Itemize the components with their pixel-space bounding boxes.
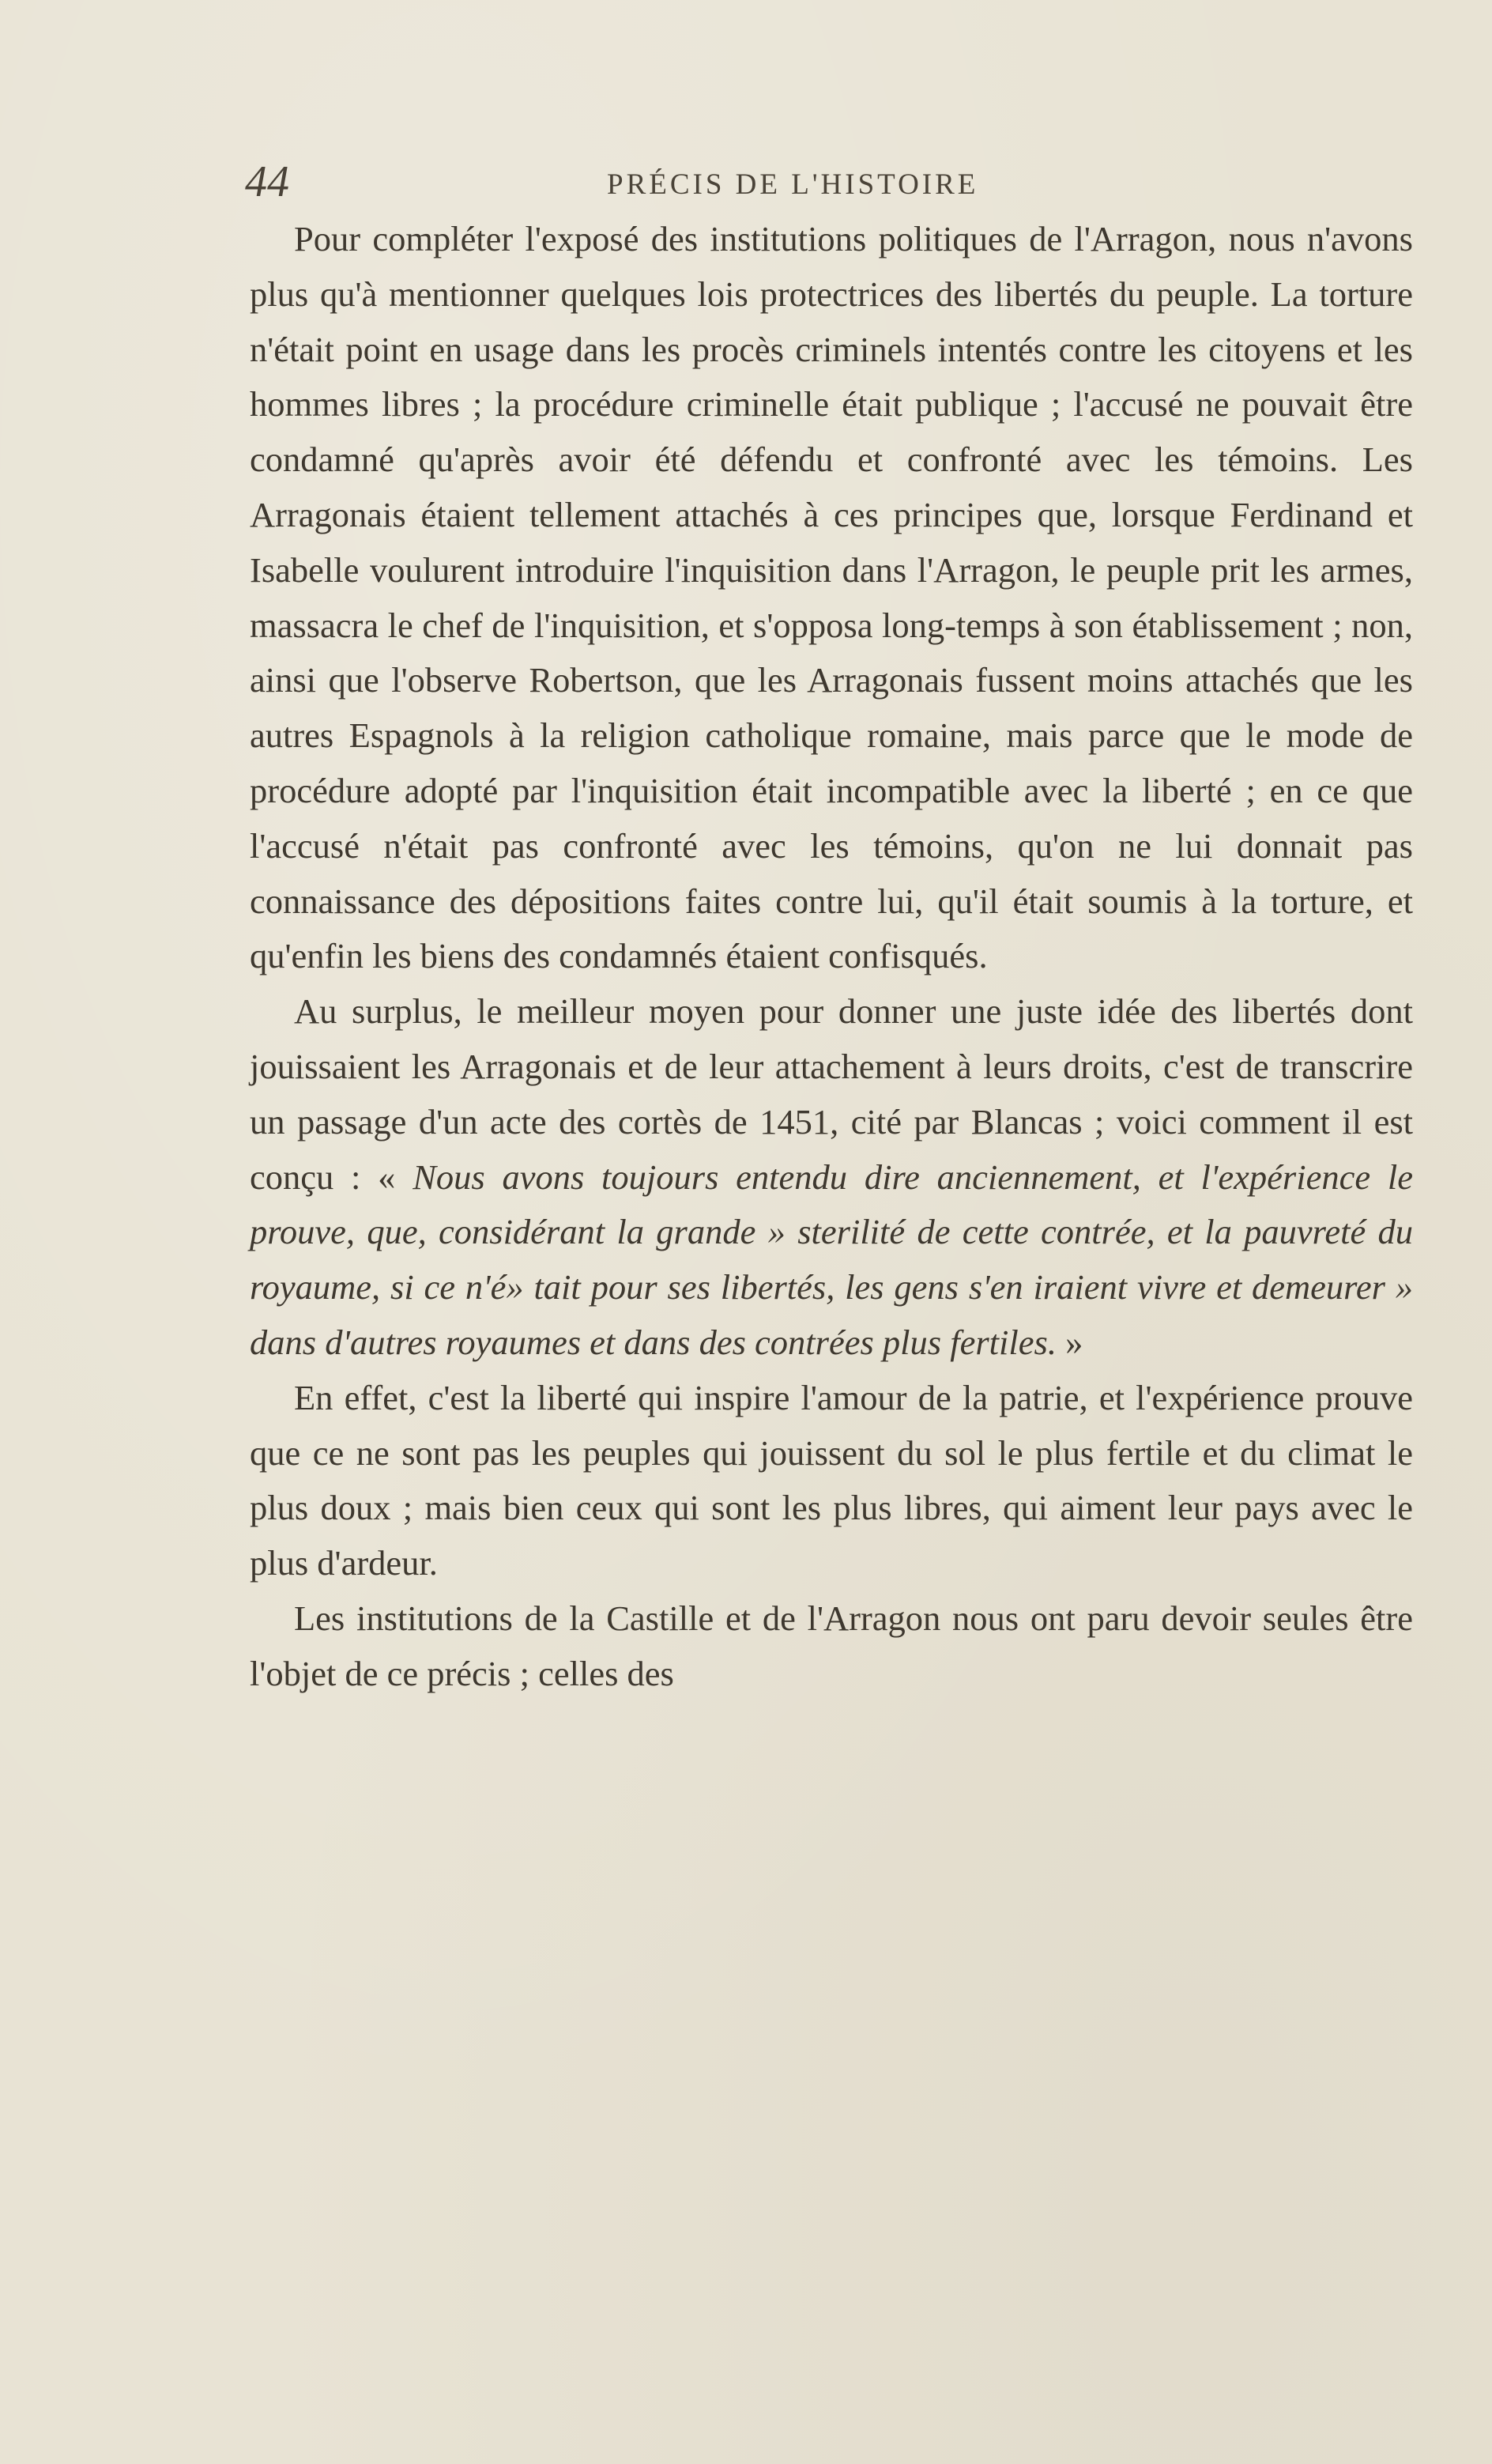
page-header [245,157,1415,212]
paragraph-liberty: En effet, c'est la liberté qui inspire l'amour de la patrie, et l'expérience prouve que ce ne sont pas les peuples qui jouissent du sol le plus fertile et du climat le plus doux ; mais bien ceux qui sont les plus libres, qui aiment leur pays avec le plus d'ardeur. [250,1377,1413,1583]
paragraph-cortes-quote [250,984,1413,1371]
quote-text: Nous avons toujours entendu dire anciennement, et l'expérience le prouve, que, considérant la grande » sterilité de cette contrée, et la pauvreté du royaume, si ce n'é» tait pour ses libertés, les gens s'en iraient vivre et demeurer » dans d'autres royaumes et dans des contrées plus fertiles. [250,1157,1413,1362]
page-number: 44 [245,157,289,206]
paragraph-institutions: Les institutions de la Castille et de l'Arragon nous ont paru devoir seules être l'objet de ce précis ; celles des [250,1598,1413,1693]
body-text [250,212,1413,1702]
quote-intro: Au surplus, le meilleur moyen pour donner une juste idée des libertés dont jouissaient les Arragonais et de leur attachement à leurs droits, c'est de transcrire un passage d'un acte des cortès de 1451, cité par Blancas ; voici comment il est conçu : « [250,991,1413,1197]
quote-close: » [1056,1322,1083,1362]
paragraph-inquisition: Pour compléter l'exposé des institutions politiques de l'Arragon, nous n'avons plus qu'à mentionner quelques lois protectrices des libertés du peuple. La torture n'était point en usage dans les procès criminels intentés contre les citoyens et les hommes libres ; la procédure criminelle était publique ; l'accusé ne pouvait être condamné qu'après avoir été défendu et confronté avec les témoins. Les Arragonais étaient tellement attachés à ces principes que, lorsque Ferdinand et Isabelle voulurent introduire l'inquisition dans l'Arragon, le peuple prit les armes, massacra le chef de l'inquisition, et s'opposa long-temps à son établissement ; non, ainsi que l'observe Robertson, que les Arragonais fussent moins attachés que les autres Espagnols à la religion catholique romaine, mais parce que le mode de procédure adopté par l'inquisition était incompatible avec la liberté ; en ce que l'accusé n'était pas confronté avec les témoins, qu'on ne lui donnait pas connaissance des dépositions faites contre lui, qu'il était soumis à la torture, et qu'enfin les biens des condamnés étaient confisqués. [250,219,1413,976]
running-head: PRÉCIS DE L'HISTOIRE [607,168,979,201]
